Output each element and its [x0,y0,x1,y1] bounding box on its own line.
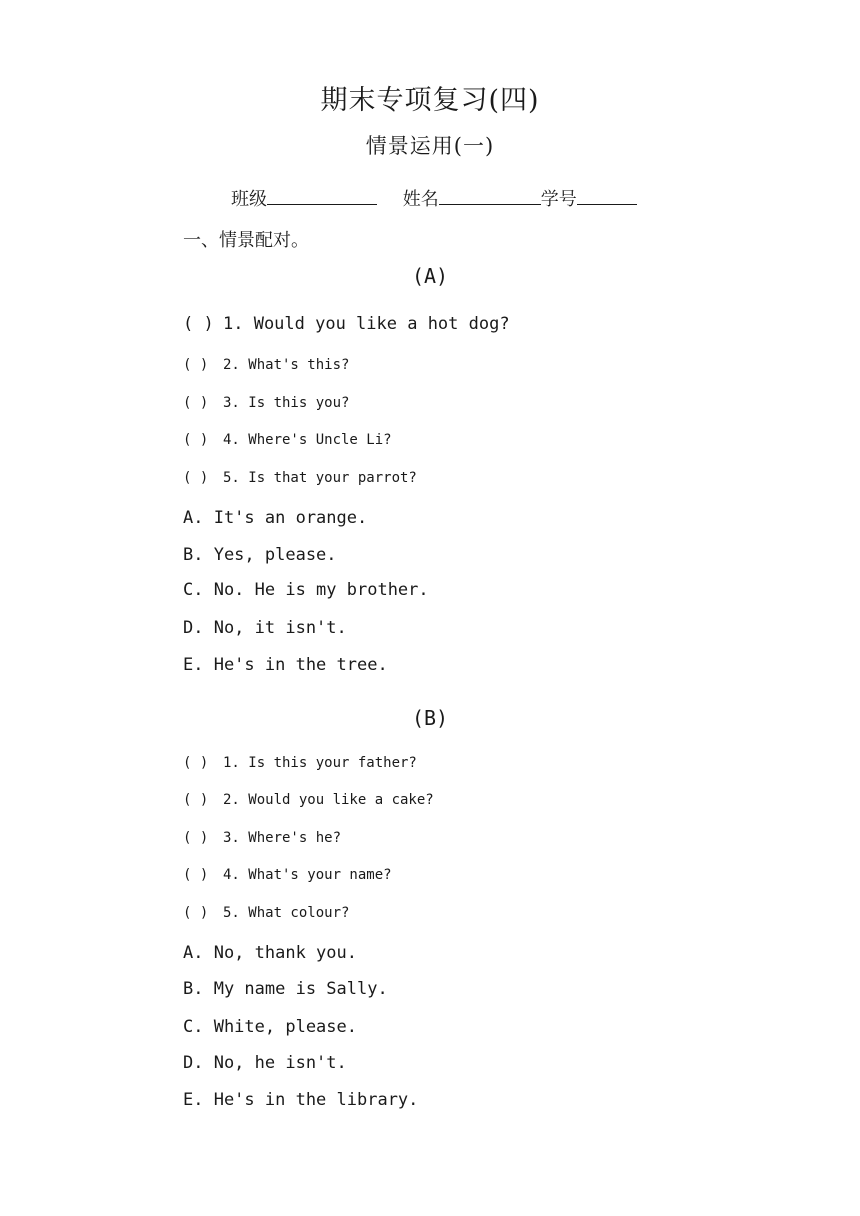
part-b-option-a: A. No, thank you. [183,943,357,963]
question-text: 5. What colour? [223,905,350,921]
question-text: 4. Where's Uncle Li? [223,432,392,448]
answer-bracket: ( ) [183,830,209,846]
class-label: 班级 [231,189,267,210]
part-a-option-c: C. No. He is my brother. [183,580,429,600]
part-a-option-d: D. No, it isn't. [183,618,347,638]
part-b-question-3 [183,830,341,846]
part-a-option-a: A. It's an orange. [183,508,368,528]
answer-bracket: ( ) [183,470,209,486]
answer-bracket: ( ) [183,314,214,334]
student-info-line [231,185,637,211]
part-b-question-1 [183,755,417,771]
part-b-option-c: C. White, please. [183,1017,357,1037]
answer-bracket: ( ) [183,395,209,411]
name-blank [439,186,541,205]
part-a-question-1 [183,314,510,334]
question-text: 3. Is this you? [223,395,350,411]
name-label: 姓名 [402,189,439,210]
number-blank [577,186,637,205]
part-b-option-e: E. He's in the library. [183,1090,419,1110]
answer-bracket: ( ) [183,867,209,883]
part-b-label: (B) [411,706,449,730]
question-text: 3. Where's he? [223,830,342,846]
class-blank [267,186,377,205]
part-a-question-4 [183,432,392,448]
answer-bracket: ( ) [183,357,209,373]
part-b-question-2 [183,792,434,808]
part-b-question-5 [183,905,349,921]
page-subtitle: 情景运用(一) [365,134,495,158]
section-heading: 一、情景配对。 [183,230,309,251]
answer-bracket: ( ) [183,905,209,921]
question-text: 5. Is that your parrot? [223,470,417,486]
question-text: 2. What's this? [223,357,350,373]
part-a-label: (A) [411,264,449,288]
part-b-option-d: D. No, he isn't. [183,1053,347,1073]
question-text: 1. Is this your father? [223,755,417,771]
answer-bracket: ( ) [183,432,209,448]
part-a-question-2 [183,357,349,373]
part-a-question-3 [183,395,349,411]
number-label: 学号 [540,189,577,210]
part-a-option-b: B. Yes, please. [183,545,337,565]
question-text: 4. What's your name? [223,867,392,883]
question-text: 1. Would you like a hot dog? [223,314,510,334]
part-b-question-4 [183,867,392,883]
part-a-question-5 [183,470,417,486]
part-b-option-b: B. My name is Sally. [183,979,388,999]
page-title: 期末专项复习(四) [320,85,540,116]
question-text: 2. Would you like a cake? [223,792,434,808]
answer-bracket: ( ) [183,792,209,808]
part-a-option-e: E. He's in the tree. [183,655,388,675]
answer-bracket: ( ) [183,755,209,771]
